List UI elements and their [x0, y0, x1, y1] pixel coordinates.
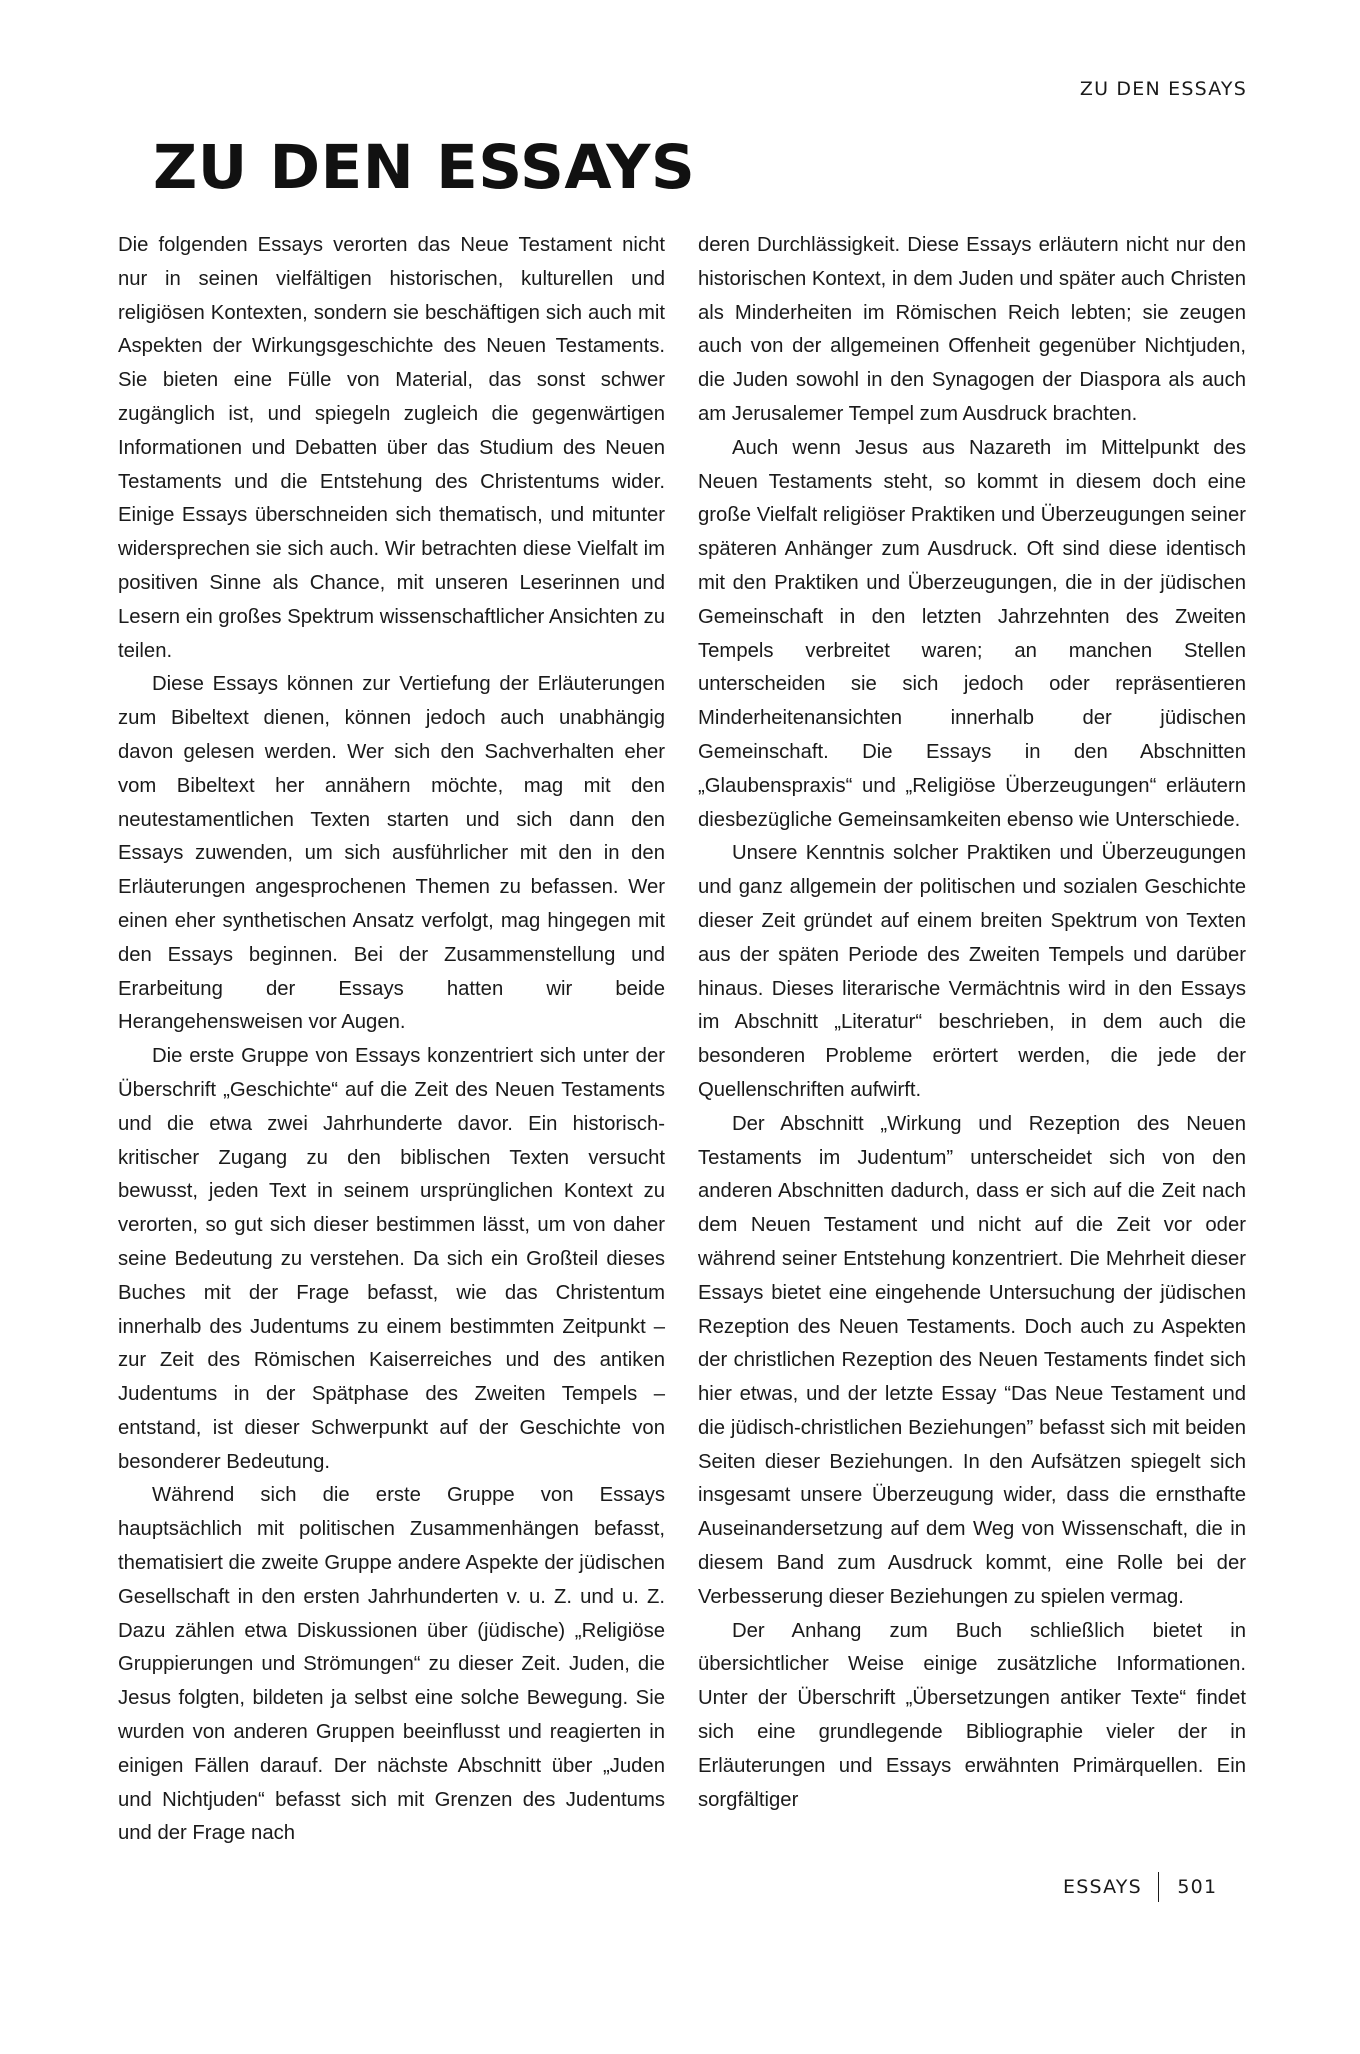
left-column: [118, 229, 665, 1851]
paragraph: Der Abschnitt „Wirkung und Rezeption des Neuen Testaments im Judentum” unterscheidet sich von den anderen Abschnitten dadurch, dass er sich auf die Zeit nach dem Neuen Testament und nicht auf die Zeit vor oder während seiner Entstehung konzentriert. Die Mehrheit dieser Essays bietet eine eingehende Untersuchung der jüdischen Rezeption des Neuen Testaments. Doch auch zu Aspekten der christlichen Rezeption des Neuen Testaments findet sich hier etwas, und der letzte Essay “Das Neue Testament und die jüdisch-christlichen Beziehungen” befasst sich mit beiden Seiten dieser Beziehungen. In den Aufsätzen spiegelt sich insgesamt unsere Überzeugung wider, dass die ernsthafte Auseinandersetzung auf dem Weg von Wissenschaft, die in diesem Band zum Ausdruck kommt, eine Rolle bei der Verbesserung dieser Beziehungen zu spielen vermag.: [698, 1112, 1246, 1608]
page-footer: [1063, 1872, 1217, 1902]
footer-divider: [1158, 1872, 1160, 1902]
paragraph: Diese Essays können zur Vertiefung der Erläuterungen zum Bibeltext dienen, können jedoch auch unabhängig davon gelesen werden. Wer sich den Sachverhalten eher vom Bibeltext her annähern möchte, mag mit den neutestamentlichen Texten starten und sich dann den Essays zuwenden, um sich ausführlicher mit den in den Erläuterungen angesprochenen Themen zu befassen. Wer einen eher synthetischen Ansatz verfolgt, mag hingegen mit den Essays beginnen. Bei der Zusammenstellung und Erarbeitung der Essays hatten wir beide Herangehensweisen vor Augen.: [118, 673, 665, 1034]
right-column: [698, 229, 1246, 1817]
footer-section-label: ESSAYS: [1063, 1876, 1142, 1898]
running-head: ZU DEN ESSAYS: [1079, 78, 1247, 100]
paragraph: Die folgenden Essays verorten das Neue Testament nicht nur in seinen vielfältigen historischen, kulturellen und religiösen Kontexten, sondern sie beschäftigen sich auch mit Aspekten der Wirkungsgeschichte des Neuen Testaments. Sie bieten eine Fülle von Material, das sonst schwer zugänglich ist, und spiegeln zugleich die gegenwärtigen Informationen und Debatten über das Studium des Neuen Testaments und die Entstehung des Christentums wider. Einige Essays überschneiden sich thematisch, und mitunter widersprechen sie sich auch. Wir betrachten diese Vielfalt im positiven Sinne als Chance, mit unseren Leserinnen und Lesern ein großes Spektrum wissenschaftlicher Ansichten zu teilen.: [118, 234, 665, 662]
paragraph: Auch wenn Jesus aus Nazareth im Mittelpunkt des Neuen Testaments steht, so kommt in diesem doch eine große Vielfalt religiöser Praktiken und Überzeugungen seiner späteren Anhänger zum Ausdruck. Oft sind diese identisch mit den Praktiken und Überzeugungen, die in der jüdischen Gemeinschaft in den letzten Jahrzehnten des Zweiten Tempels verbreitet waren; an manchen Stellen unterscheiden sie sich jedoch oder repräsentieren Minderheitenansichten innerhalb der jüdischen Gemeinschaft. Die Essays in den Abschnitten „Glaubenspraxis“ und „Religiöse Überzeugungen“ erläutern diesbezügliche Gemeinsamkeiten ebenso wie Unterschiede.: [698, 436, 1246, 831]
paragraph: Die erste Gruppe von Essays konzentriert sich unter der Überschrift „Geschichte“ auf die Zeit des Neuen Testaments und die etwa zwei Jahrhunderte davor. Ein historisch-kritischer Zugang zu den biblischen Texten versucht bewusst, jeden Text in seinem ursprünglichen Kontext zu verorten, so gut sich dieser bestimmen lässt, um von daher seine Bedeutung zu verstehen. Da sich ein Großteil dieses Buches mit der Frage befasst, wie das Christentum innerhalb des Judentums zu einem bestimmten Zeitpunkt – zur Zeit des Römischen Kaiserreiches und des antiken Judentums in der Spätphase des Zweiten Tempels – entstand, ist dieser Schwerpunkt auf der Geschichte von besonderer Bedeutung.: [118, 1045, 665, 1473]
paragraph: Der Anhang zum Buch schließlich bietet in übersichtlicher Weise einige zusätzliche Informationen. Unter der Überschrift „Übersetzungen antiker Texte“ findet sich eine grundlegende Bibliographie vieler der in Erläuterungen und Essays erwähnten Primärquellen. Ein sorgfältiger: [698, 1619, 1246, 1811]
paragraph: deren Durchlässigkeit. Diese Essays erläutern nicht nur den historischen Kontext, in dem Juden und später auch Christen als Minderheiten im Römischen Reich lebten; sie zeugen auch von der allgemeinen Offenheit gegenüber Nichtjuden, die Juden sowohl in den Synagogen der Diaspora als auch am Jerusalemer Tempel zum Ausdruck brachten.: [698, 234, 1246, 425]
paragraph: Unsere Kenntnis solcher Praktiken und Überzeugungen und ganz allgemein der politischen und sozialen Geschichte dieser Zeit gründet auf einem breiten Spektrum von Texten aus der späten Periode des Zweiten Tempels und darüber hinaus. Dieses literarische Vermächtnis wird in den Essays im Abschnitt „Literatur“ beschrieben, in dem auch die besonderen Probleme erörtert werden, die jede der Quellenschriften aufwirft.: [698, 842, 1246, 1101]
page-title: ZU DEN ESSAYS: [153, 132, 696, 203]
page-number: 501: [1177, 1876, 1218, 1898]
paragraph: Während sich die erste Gruppe von Essays hauptsächlich mit politischen Zusammenhängen befasst, thematisiert die zweite Gruppe andere Aspekte der jüdischen Gesellschaft in den ersten Jahrhunderten v. u. Z. und u. Z. Dazu zählen etwa Diskussionen über (jüdische) „Religiöse Gruppierungen und Strömungen“ zu dieser Zeit. Juden, die Jesus folgten, bildeten ja selbst eine solche Bewegung. Sie wurden von anderen Gruppen beeinflusst und reagierten in einigen Fällen darauf. Der nächste Abschnitt über „Juden und Nichtjuden“ befasst sich mit Grenzen des Judentums und der Frage nach: [118, 1484, 665, 1845]
